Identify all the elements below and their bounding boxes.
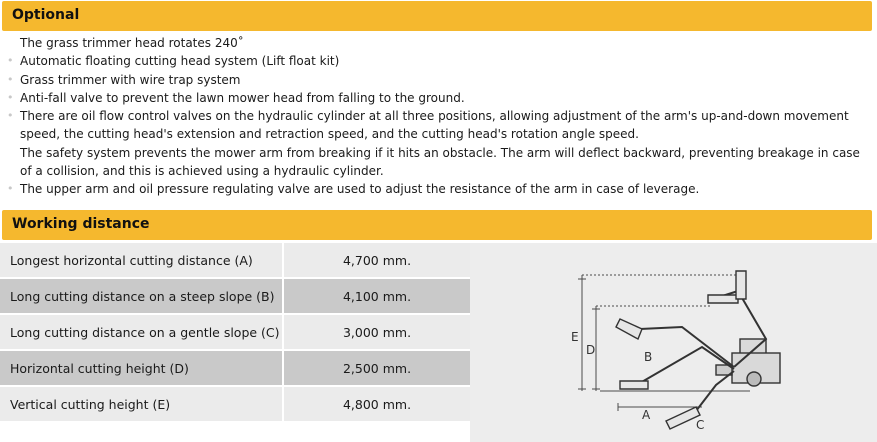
optional-list [0, 34, 877, 199]
row-value: 4,100 mm. [283, 278, 470, 314]
working-distance-title: Working distance [12, 216, 150, 232]
bullet-icon: • [7, 109, 14, 123]
row-value: 4,800 mm. [283, 386, 470, 422]
cutting-head-steep [616, 319, 642, 339]
row-label: Longest horizontal cutting distance (A) [0, 243, 283, 278]
optional-item: • The upper arm and oil pressure regulating valve are used to adjust the resistance of the arm in case of leverage. [0, 180, 877, 198]
table-row [0, 350, 470, 386]
optional-item: The safety system prevents the mower arm from breaking if it hits an obstacle. The arm will deflect backward, preventing breakage in case of a collision, and this is achieved using a hydraulic cylinder. [20, 145, 860, 179]
optional-item: • Anti-fall valve to prevent the lawn mower head from falling to the ground. [0, 89, 877, 107]
row-value: 4,700 mm. [283, 243, 470, 278]
row-label: Long cutting distance on a gentle slope (C) [0, 314, 283, 350]
optional-title: Optional [12, 7, 80, 23]
optional-item: The grass trimmer head rotates 240˚ [20, 36, 244, 50]
mower-reach-diagram [470, 243, 877, 442]
label-d: D [586, 343, 596, 357]
row-value: 2,500 mm. [283, 350, 470, 386]
table-row [0, 386, 470, 422]
label-b: B [644, 350, 653, 364]
cutting-head-slope [666, 407, 700, 429]
cutting-head-top [708, 295, 738, 303]
row-value: 3,000 mm. [283, 314, 470, 350]
working-distance-header-bar [2, 210, 872, 240]
optional-item: • Grass trimmer with wire trap system [0, 71, 877, 89]
optional-header-bar [2, 1, 872, 31]
working-distance-table [0, 243, 470, 423]
optional-item: • Automatic floating cutting head system (Lift float kit) [0, 52, 877, 70]
arm-steep [640, 327, 734, 367]
row-label: Vertical cutting height (E) [0, 386, 283, 422]
label-e: E [571, 330, 579, 344]
row-label: Long cutting distance on a steep slope (B) [0, 278, 283, 314]
label-c: C [696, 418, 705, 432]
working-distance-diagram [470, 243, 877, 442]
table-row [0, 314, 470, 350]
bullet-icon: • [7, 54, 14, 68]
label-a: A [642, 408, 651, 422]
table-row [0, 243, 470, 278]
bullet-icon: • [7, 90, 14, 104]
cutting-head-ground [620, 381, 648, 389]
bullet-icon: • [7, 72, 14, 86]
optional-item: • There are oil flow control valves on the hydraulic cylinder at all three positions, allowing adjustment of the arm's up-and-down movement speed, the cutting head's extension and retraction speed, and the cutting head's rotation angle speed. [7, 109, 849, 142]
table-row [0, 278, 470, 314]
row-label: Horizontal cutting height (D) [0, 350, 283, 386]
bullet-icon: • [7, 182, 14, 196]
